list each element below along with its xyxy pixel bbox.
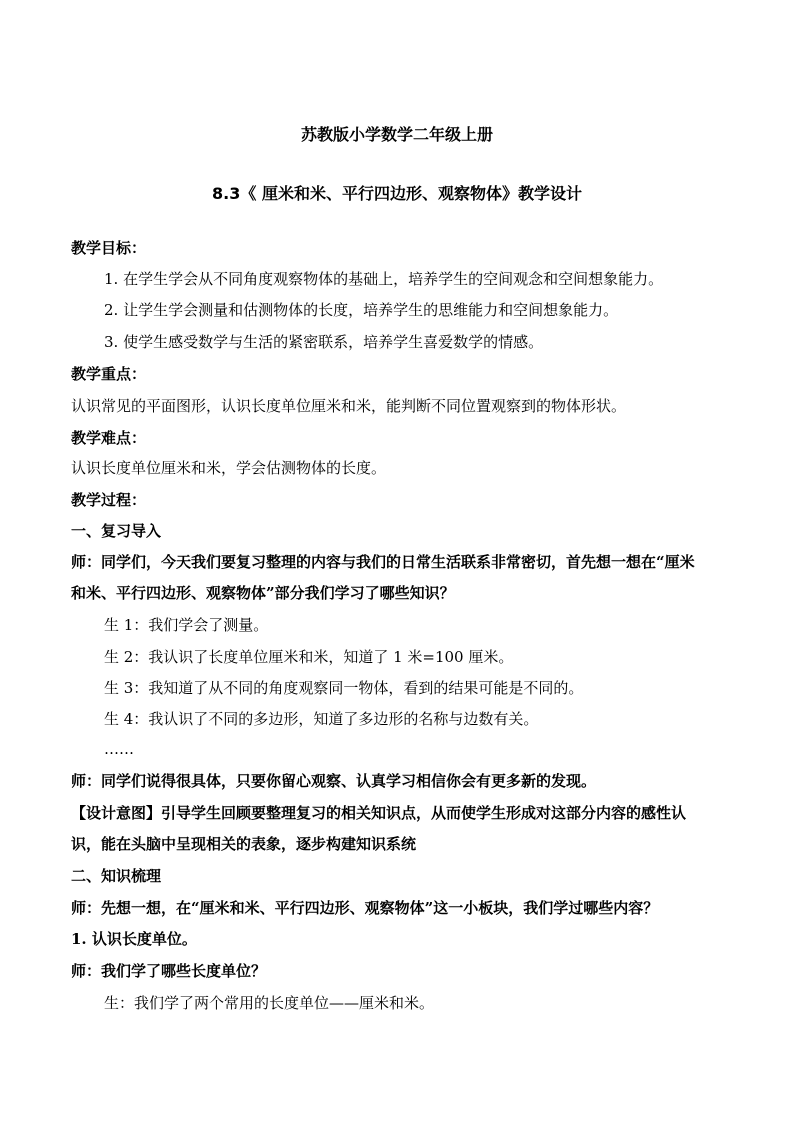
key-points-heading: 教学重点：: [71, 365, 147, 383]
student-answer-1: 生 1：我们学会了测量。: [104, 616, 269, 634]
key-points-text: 认识常见的平面图形，认识长度单位厘米和米，能判断不同位置观察到的物体形状。: [71, 397, 627, 415]
teacher-summary: 师：同学们说得很具体，只要你留心观察、认真学习相信你会有更多新的发现。: [71, 772, 597, 790]
student-answer-4: 生 4：我认识了不同的多边形，知道了多边形的名称与边数有关。: [104, 710, 539, 728]
difficulties-text: 认识长度单位厘米和米，学会估测物体的长度。: [71, 459, 387, 477]
difficulties-heading: 教学难点：: [71, 429, 147, 447]
student-answer-2: 生 2：我认识了长度单位厘米和米，知道了 1 米=100 厘米。: [104, 648, 514, 666]
ellipsis: ……: [104, 740, 134, 758]
teacher-question-2: 师：先想一想，在“厘米和米、平行四边形、观察物体”这一小板块，我们学过哪些内容？: [71, 899, 659, 917]
goal-item-3: 3. 使学生感受数学与生活的紧密联系，培养学生喜爱数学的情感。: [104, 333, 544, 351]
goals-heading: 教学目标：: [71, 239, 147, 257]
goal-item-1: 1. 在学生学会从不同角度观察物体的基础上，培养学生的空间观念和空间想象能力。: [104, 270, 664, 288]
design-intent-line2: 识，能在头脑中呈现相关的表象，逐步构建知识系统: [71, 835, 417, 853]
teacher-question-3: 师：我们学了哪些长度单位？: [71, 962, 267, 980]
design-intent-line1: 【设计意图】引导学生回顾要整理复习的相关知识点，从而使学生形成对这部分内容的感性认: [71, 804, 687, 822]
process-heading: 教学过程：: [71, 491, 147, 509]
section2-heading: 二、知识梳理: [71, 867, 162, 885]
student-answer-3: 生 3：我知道了从不同的角度观察同一物体，看到的结果可能是不同的。: [104, 679, 584, 697]
teacher-question-line2: 和米、平行四边形、观察物体”部分我们学习了哪些知识？: [71, 584, 455, 602]
teacher-question-line1: 师：同学们，今天我们要复习整理的内容与我们的日常生活联系非常密切，首先想一想在“厘米: [71, 553, 695, 571]
document-title: 苏教版小学数学二年级上册: [300, 125, 493, 144]
knowledge-item-1: 1. 认识长度单位。: [71, 930, 197, 948]
section1-heading: 一、复习导入: [71, 522, 162, 540]
document-subtitle: 8.3《 厘米和米、平行四边形、观察物体》教学设计: [212, 184, 582, 203]
goal-item-2: 2. 让学生学会测量和估测物体的长度，培养学生的思维能力和空间想象能力。: [104, 301, 619, 319]
student-answer-units: 生：我们学了两个常用的长度单位——厘米和米。: [104, 994, 435, 1012]
